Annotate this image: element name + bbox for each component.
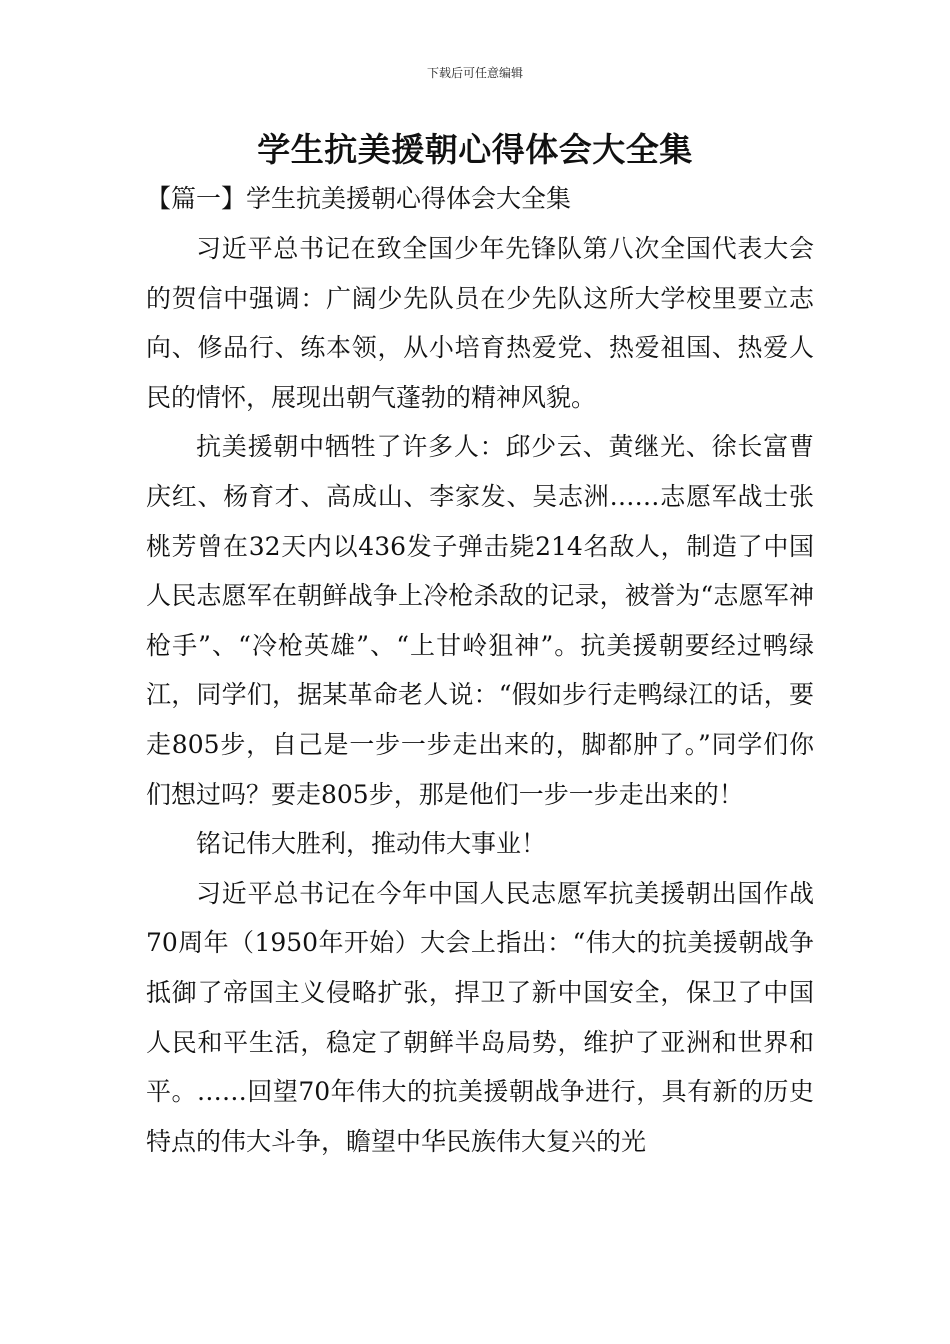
paragraph: 习近平总书记在今年中国人民志愿军抗美援朝出国作战70周年（1950年开始）大会上指出：“伟大的抗美援朝战争抵御了帝国主义侵略扩张，捍卫了新中国安全，保卫了中国人民和平生活，稳定了朝鲜半岛局势，维护了亚洲和世界和平。……回望70年伟大的抗美援朝战争进行，具有新的历史特点的伟大斗争，瞻望中华民族伟大复兴的光	[146, 878, 814, 1156]
section-heading: 【篇一】学生抗美援朝心得体会大全集	[146, 184, 572, 213]
paragraph: 习近平总书记在致全国少年先锋队第八次全国代表大会的贺信中强调：广阔少先队员在少先队这所大学校里要立志向、修品行、练本领，从小培育热爱党、热爱祖国、热爱人民的情怀，展现出朝气蓬勃的精神风貌。	[146, 234, 814, 412]
document-body	[146, 224, 814, 1166]
document-title: 学生抗美援朝心得体会大全集	[257, 130, 693, 169]
paragraph: 抗美援朝中牺牲了许多人：邱少云、黄继光、徐长富曹庆红、杨育才、高成山、李家发、吴志洲……志愿军战士张桃芳曾在32天内以436发子弹击毙214名敌人，制造了中国人民志愿军在朝鲜战争上冷枪杀敌的记录，被誉为“志愿军神枪手”、“冷枪英雄”、“上甘岭狙神”。抗美援朝要经过鸭绿江，同学们，据某革命老人说：“假如步行走鸭绿江的话，要走805步，自己是一步一步走出来的，脚都肿了。”同学们你们想过吗？要走805步，那是他们一步一步走出来的！	[146, 432, 814, 809]
header-note: 下载后可任意编辑	[426, 66, 523, 80]
paragraph: 铭记伟大胜利，推动伟大事业！	[196, 829, 547, 859]
